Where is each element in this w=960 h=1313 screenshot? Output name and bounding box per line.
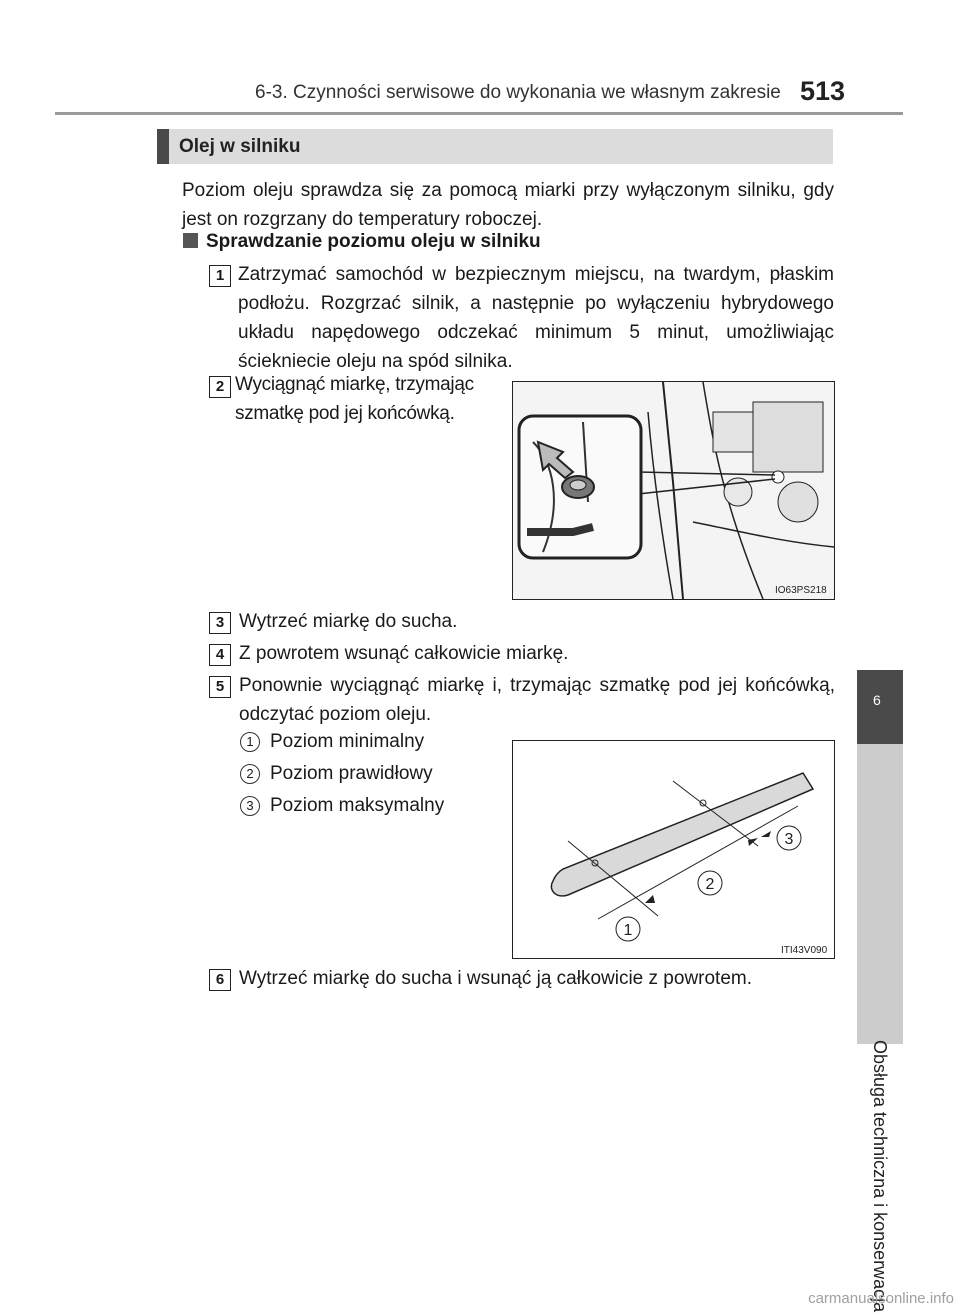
section-heading xyxy=(157,129,833,164)
step-number: 6 xyxy=(209,969,231,991)
step-number: 1 xyxy=(209,265,231,287)
level-label: Poziom maksymalny xyxy=(270,795,445,816)
engine-bay-illustration xyxy=(513,382,834,599)
running-header: 6-3. Czynności serwisowe do wykonania we własnym zakresie xyxy=(255,82,781,103)
callout-3: 3 xyxy=(784,831,794,848)
step-text: Wytrzeć miarkę do sucha i wsunąć ją całkowicie z powrotem. xyxy=(239,968,753,989)
figure-code: IO63PS218 xyxy=(775,585,827,596)
level-number: 3 xyxy=(240,796,260,816)
dipstick-illustration xyxy=(513,741,834,958)
step-number: 5 xyxy=(209,676,231,698)
step-number: 4 xyxy=(209,644,231,666)
chapter-number: 6 xyxy=(873,692,881,708)
dipstick-level-figure xyxy=(512,740,835,959)
chapter-tab-band xyxy=(857,744,903,1044)
step-text: Wytrzeć miarkę do sucha. xyxy=(239,611,458,632)
callout-1: 1 xyxy=(623,922,633,939)
intro-paragraph: Poziom oleju sprawdza się za pomocą miarki przy wyłączonym silniku, gdy jest on rozgrzany do temperatury roboczej. xyxy=(182,180,834,230)
chapter-label-text: Obsługa techniczna i konserwacja xyxy=(870,1040,890,1313)
step-number: 3 xyxy=(209,612,231,634)
section-heading-text: Olej w silniku xyxy=(179,136,301,157)
level-item xyxy=(240,731,424,753)
step-text: Ponownie wyciągnąć miarkę i, trzymając szmatkę pod jej końcówką, odczytać poziom oleju. xyxy=(239,675,835,725)
level-item xyxy=(240,795,444,817)
level-number: 2 xyxy=(240,764,260,784)
page-number: 513 xyxy=(800,76,846,106)
level-label: Poziom prawidłowy xyxy=(270,763,433,784)
callout-2: 2 xyxy=(705,876,715,893)
subheading-text: Sprawdzanie poziomu oleju w silniku xyxy=(206,231,541,252)
figure-code: ITI43V090 xyxy=(781,945,828,956)
header-divider xyxy=(55,112,903,115)
footer-watermark: carmanualsonline.info xyxy=(808,1290,954,1307)
level-label: Poziom minimalny xyxy=(270,731,425,752)
subheading xyxy=(183,231,541,253)
step-text: Zatrzymać samochód w bezpiecznym miejscu, na twardym, płaskim podłożu. Rozgrzać silnik, a następnie po wyłączeniu hybrydowego układu napędowego odczekać minimum 5 minut, umożliwiając ściekniecie oleju na spód silnika. xyxy=(238,264,834,372)
engine-dipstick-figure xyxy=(512,381,835,600)
step-text: Z powrotem wsunąć całkowicie miarkę. xyxy=(239,643,569,664)
chapter-tab xyxy=(857,670,903,744)
step-text: Wyciągnąć miarkę, trzymając szmatkę pod jej końcówką. xyxy=(235,374,474,424)
level-number: 1 xyxy=(240,732,260,752)
square-bullet-icon xyxy=(183,233,198,248)
step-number: 2 xyxy=(209,376,231,398)
level-item xyxy=(240,763,433,785)
